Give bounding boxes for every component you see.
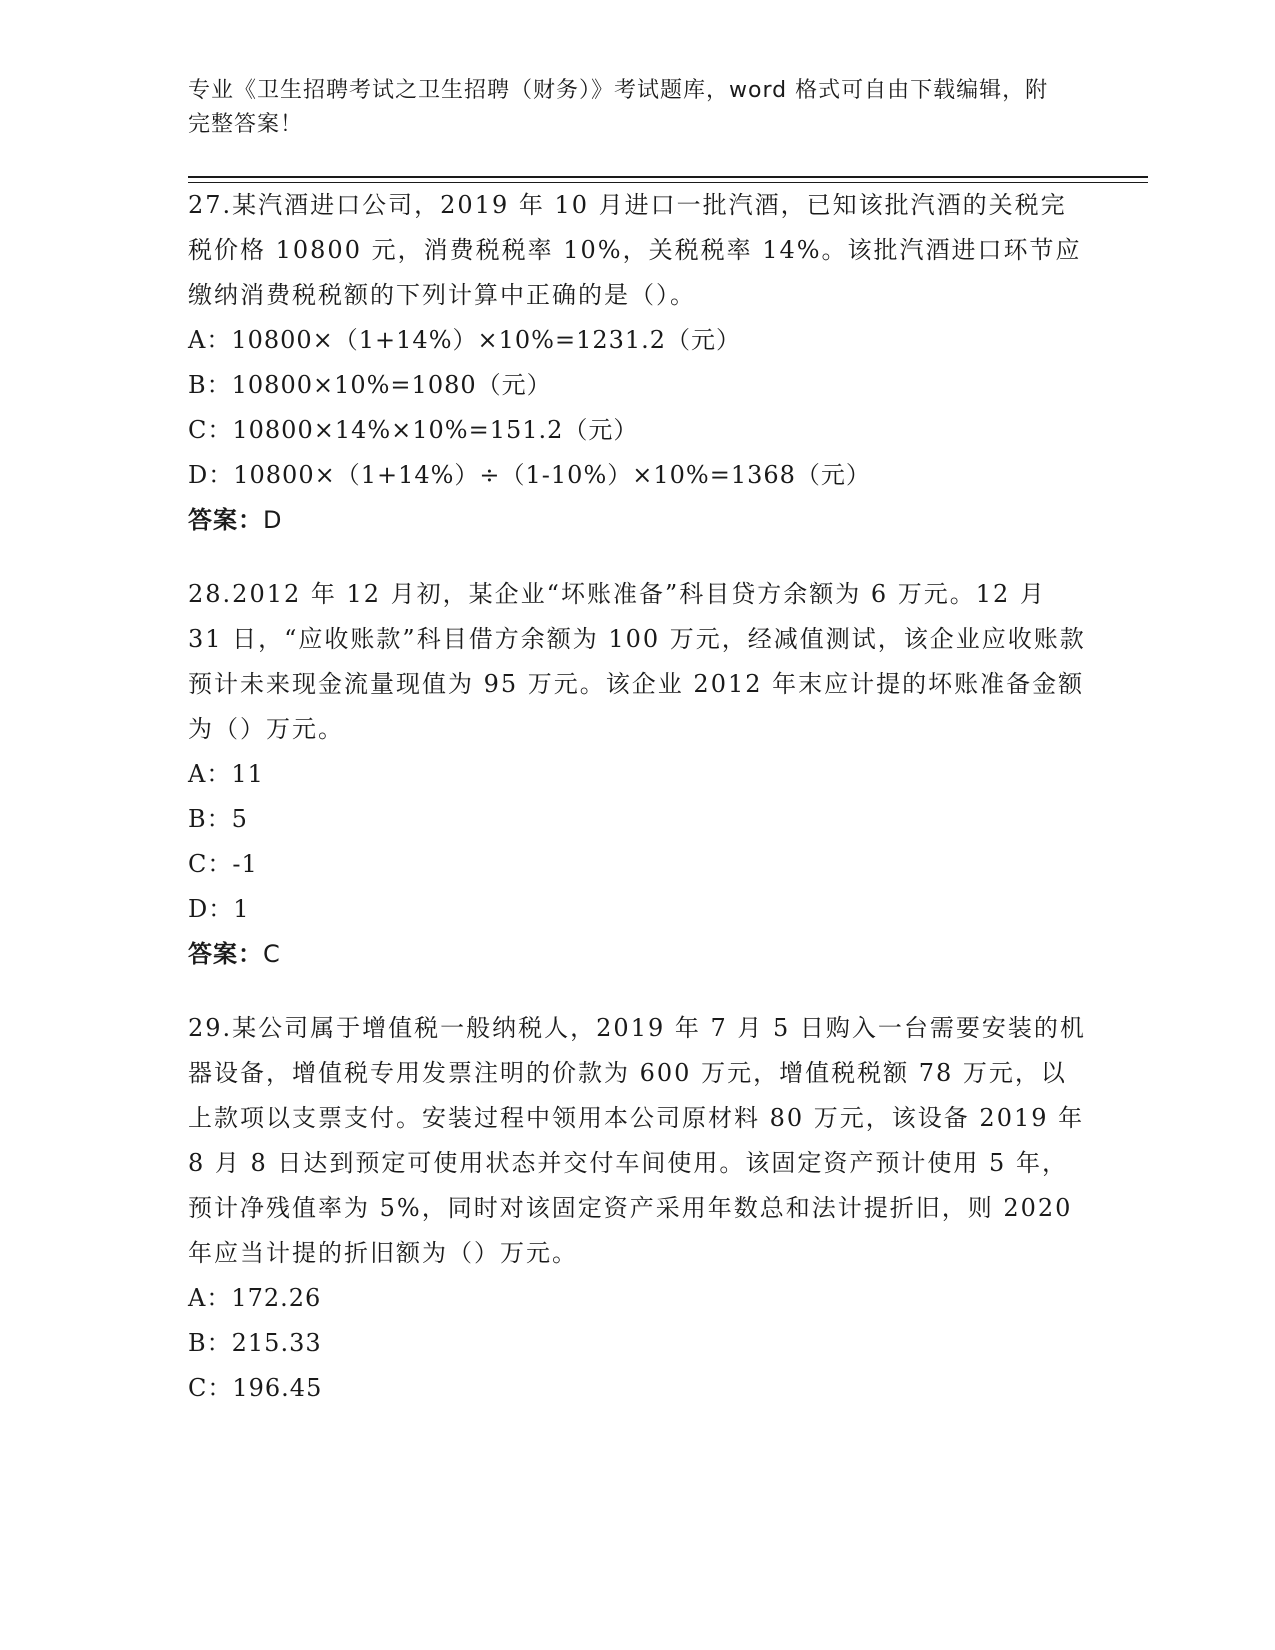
question-28 xyxy=(188,572,1088,977)
answer-label: 答案： xyxy=(188,506,263,534)
document-header: 专业《卫生招聘考试之卫生招聘（财务）》考试题库，word 格式可自由下载编辑，附完整答案！ xyxy=(188,78,1049,137)
question-stem: 27.某汽酒进口公司，2019 年 10 月进口一批汽酒，已知该批汽酒的关税完税价格 10800 元，消费税税率 10%，关税税率 14%。该批汽酒进口环节应缴纳消费税税额的下列计算中正确的是（）。 xyxy=(188,191,1082,309)
option-d: D：10800×（1+14%）÷（1-10%）×10%=1368（元） xyxy=(188,461,871,489)
option-a: A：11 xyxy=(188,760,264,788)
answer-line xyxy=(188,498,1088,543)
option-c: C：-1 xyxy=(188,850,258,878)
option-c: C：10800×14%×10%=151.2（元） xyxy=(188,416,639,444)
question-stem: 29.某公司属于增值税一般纳税人，2019 年 7 月 5 日购入一台需要安装的机器设备，增值税专用发票注明的价款为 600 万元，增值税税额 78 万元，以上款项以支票支付。安装过程中领用本公司原材料 80 万元，该设备 2019 年 8 月 8 日达到预定可使用状态并交付车间使用。该固定资产预计使用 5 年，预计净残值率为 5%，同时对该固定资产采用年数总和法计提折旧，则 2020 年应当计提的折旧额为（）万元。 xyxy=(188,1014,1086,1267)
answer-label: 答案： xyxy=(188,940,263,968)
option-a: A：172.26 xyxy=(188,1284,322,1312)
option-d: D：1 xyxy=(188,895,250,923)
option-b: B：10800×10%=1080（元） xyxy=(188,371,552,399)
question-29 xyxy=(188,1006,1088,1411)
question-27 xyxy=(188,183,1088,543)
option-a: A：10800×（1+14%）×10%=1231.2（元） xyxy=(188,326,742,354)
answer-line xyxy=(188,932,1088,977)
answer-value: C xyxy=(263,940,281,968)
header-divider-thick xyxy=(188,176,1148,178)
answer-value: D xyxy=(263,506,283,534)
option-b: B：215.33 xyxy=(188,1329,322,1357)
option-c: C：196.45 xyxy=(188,1374,323,1402)
option-b: B：5 xyxy=(188,805,248,833)
question-stem: 28.2012 年 12 月初，某企业“坏账准备”科目贷方余额为 6 万元。12 月 31 日，“应收账款”科目借方余额为 100 万元，经减值测试，该企业应收账款预计未来现金流量现值为 95 万元。该企业 2012 年末应计提的坏账准备金额为（）万元。 xyxy=(188,580,1086,743)
